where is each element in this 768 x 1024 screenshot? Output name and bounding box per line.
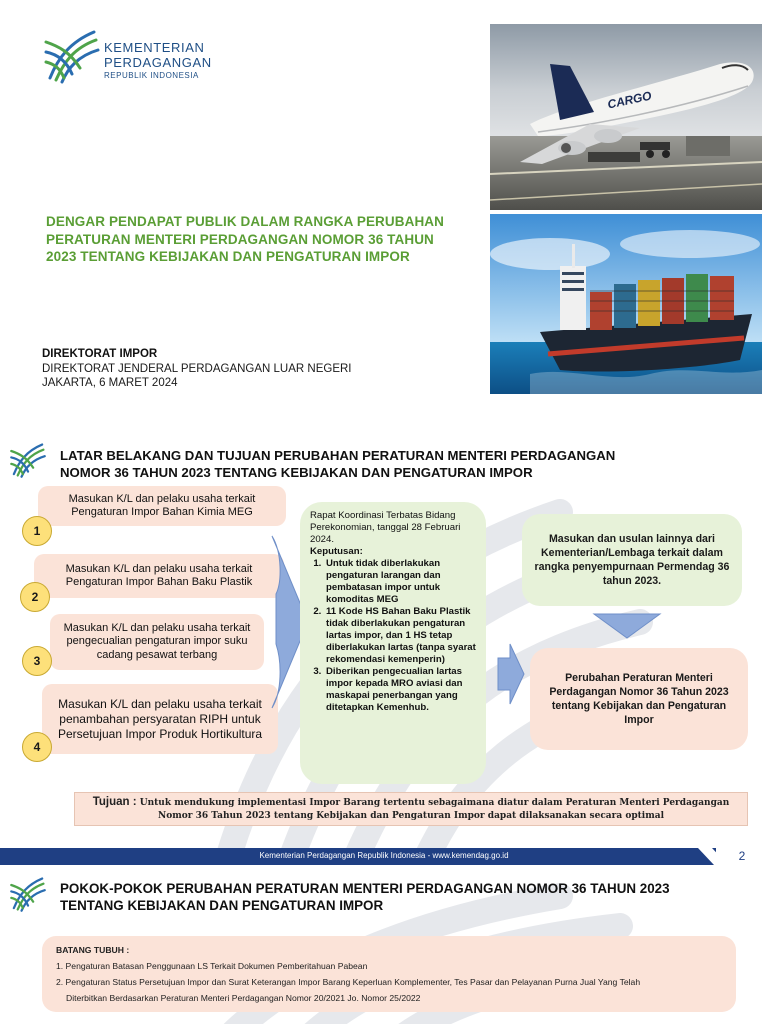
- arrow-right-icon: [496, 642, 526, 706]
- cargo-plane-photo: [490, 24, 762, 210]
- footer-bar: [0, 848, 768, 865]
- input-item-2: Masukan K/L dan pelaku usaha terkait Pengaturan Impor Bahan Baku Plastik: [34, 554, 284, 598]
- decision-point-1: 1. Untuk tidak diberlakukan pengaturan larangan dan pembatasan impor untuk komoditas MEG: [324, 558, 478, 606]
- regulation-change-box: Perubahan Peraturan Menteri Perdagangan Nomor 36 Tahun 2023 tentang Kebijakan dan Pengaturan Impor: [530, 648, 748, 750]
- organizer-name: DIREKTORAT IMPOR: [42, 348, 158, 360]
- ministry-emblem-icon: [10, 442, 46, 478]
- slide-title-line-2: NOMOR 36 TAHUN 2023 TENTANG KEBIJAKAN DAN PENGATURAN IMPOR: [60, 465, 533, 480]
- title-slide: [0, 0, 768, 432]
- presentation-title: DENGAR PENDAPAT PUBLIK DALAM RANGKA PERUBAHAN PERATURAN MENTERI PERDAGANGAN NOMOR 36 TAHUN 2023 TENTANG KEBIJAKAN DAN PENGATURAN IMPOR: [46, 214, 444, 264]
- cargo-livery-text: CARGO: [606, 88, 653, 112]
- page-number: 2: [716, 848, 768, 865]
- coordination-meeting-decision: [300, 502, 486, 784]
- other-inputs-box: Masukan dan usulan lainnya dari Kementerian/Lembaga terkait dalam rangka penyempurnaan Permendag 36 tahun 2023.: [522, 514, 742, 606]
- logo-line-3: REPUBLIK INDONESIA: [104, 71, 199, 80]
- directorate-general: DIREKTORAT JENDERAL PERDAGANGAN LUAR NEGERI: [42, 362, 352, 375]
- ministry-logo: [44, 28, 234, 84]
- input-number-1: 1: [22, 516, 52, 546]
- organizer-block: [42, 347, 352, 391]
- slide-title-line-1: POKOK-POKOK PERUBAHAN PERATURAN MENTERI PERDAGANGAN NOMOR 36 TAHUN 2023: [60, 881, 670, 896]
- decision-label: Keputusan:: [310, 546, 363, 557]
- goal-text: Untuk mendukung implementasi Impor Barang tertentu sebagaimana diatur dalam Peraturan Menteri Perdagangan Nomor 36 Tahun 2023 tentang Kebijakan dan Pengaturan Impor dapat dilaksanakan secara optimal: [136, 798, 730, 821]
- decision-point-2: 2. 11 Kode HS Bahan Baku Plastik tidak diberlakukan pengaturan lartas impor, dan 1 HS tetap diberlakukan lartas (tanpa syarat rekomendasi kemenperin): [324, 606, 478, 666]
- changes-slide: [0, 866, 768, 1024]
- slide-title-line-1: LATAR BELAKANG DAN TUJUAN PERUBAHAN PERATURAN MENTERI PERDAGANGAN: [60, 448, 616, 463]
- footer-text: Kementerian Perdagangan Republik Indonesia - www.kemendag.go.id: [259, 851, 509, 860]
- decision-list: [324, 558, 478, 714]
- slide-title-line-2: TENTANG KEBIJAKAN DAN PENGATURAN IMPOR: [60, 898, 384, 913]
- input-number-2: 2: [20, 582, 50, 612]
- change-item-2: 2. Pengaturan Status Persetujuan Impor dan Surat Keterangan Impor Barang Keperluan Komplementer, Tes Pasar dan Pelayanan Purna Jual Yang Telah: [56, 977, 641, 987]
- container-ship-photo: [490, 214, 762, 394]
- background-slide: [0, 432, 768, 865]
- slide-title: [60, 447, 615, 481]
- logo-line-2: PERDAGANGAN: [104, 55, 212, 70]
- goal-label: Tujuan :: [92, 796, 137, 808]
- input-item-4: Masukan K/L dan pelaku usaha terkait penambahan persyaratan RIPH untuk Persetujuan Impor Produk Hortikultura: [42, 684, 278, 754]
- ministry-emblem-icon: [10, 876, 46, 912]
- logo-line-1: KEMENTERIAN: [104, 40, 205, 55]
- ministry-emblem-icon: [44, 28, 100, 84]
- decision-point-3: 3. Diberikan pengecualian lartas impor kepada MRO aviasi dan maskapai penerbangan yang ditetapkan Kemenhub.: [324, 666, 478, 714]
- decision-intro: Rapat Koordinasi Terbatas Bidang Perekonomian, tanggal 28 Februari 2024.: [310, 510, 461, 545]
- body-changes-box: [42, 936, 736, 1012]
- slide-title: [60, 880, 670, 914]
- section-label: BATANG TUBUH :: [56, 945, 130, 955]
- arrow-down-icon: [592, 612, 662, 640]
- change-item-2-continuation: Diterbitkan Berdasarkan Peraturan Menteri Perdagangan Nomor 20/2021 Jo. Nomor 25/2022: [66, 993, 421, 1003]
- input-number-3: 3: [22, 646, 52, 676]
- input-item-3: Masukan K/L dan pelaku usaha terkait pengecualian pengaturan impor suku cadang pesawat terbang: [50, 614, 264, 670]
- input-item-1: Masukan K/L dan pelaku usaha terkait Pengaturan Impor Bahan Kimia MEG: [38, 486, 286, 526]
- goal-banner: [74, 792, 748, 826]
- change-item-1: 1. Pengaturan Batasan Penggunaan LS Terkait Dokumen Pemberitahuan Pabean: [56, 961, 368, 971]
- input-number-4: 4: [22, 732, 52, 762]
- place-date: JAKARTA, 6 MARET 2024: [42, 377, 178, 389]
